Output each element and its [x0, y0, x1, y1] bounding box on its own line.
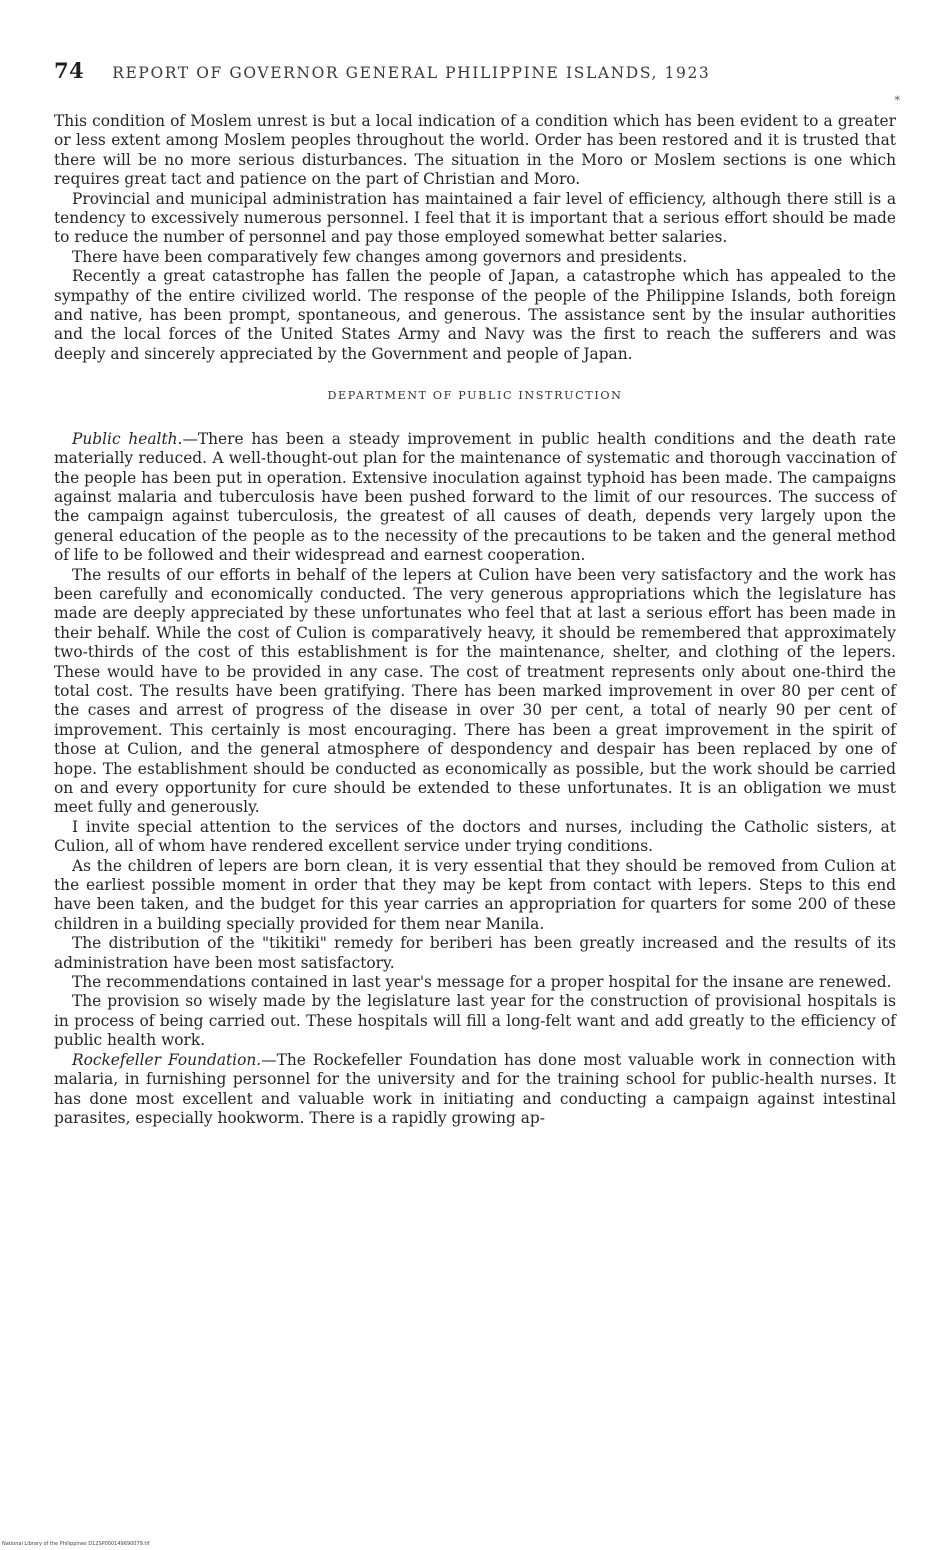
rockefeller-text: —The Rockefeller Foundation has done most valuable work in connection with malaria, in furnishing personnel for the university and for the training school for public-health nurses. It has done most excellent and valuable work in initiating and conducting a campaign against intestinal parasites, especially hookworm. There is a rapidly growing ap- — [54, 1050, 896, 1127]
paragraph-provisional-hospitals: The provision so wisely made by the legislature last year for the construction of provisional hospitals is in process of being carried out. These hospitals will fill a long-felt want and add greatly to the efficiency of public health work. — [54, 992, 896, 1050]
margin-mark: * — [894, 94, 900, 107]
run-in-heading-rockefeller: Rockefeller Foundation. — [72, 1050, 262, 1069]
paragraph-public-health — [54, 430, 896, 566]
public-health-text: —There has been a steady improvement in public health conditions and the death rate materially reduced. A well-thought-out plan for the maintenance of systematic and thorough vaccination of the people has been put in operation. Extensive inoculation against typhoid has been made. The campaigns against malaria and tuberculosis have been pushed forward to the limit of our resources. The success of the campaign against tuberculosis, the greatest of all causes of death, depends very largely upon the general education of the people as to the necessity of the precautions to be taken and the general method of life to be followed and their widespread and earnest cooperation. — [54, 429, 896, 565]
paragraph-tikitiki-remedy: The distribution of the "tikitiki" remedy for beriberi has been greatly increased and the results of its administration have been most satisfactory. — [54, 934, 896, 972]
paragraph-rockefeller-foundation — [54, 1051, 896, 1129]
page-number: 74 — [54, 58, 85, 83]
paragraph-provincial-administration: Provincial and municipal administration has maintained a fair level of efficiency, although there still is a tendency to excessively numerous personnel. I feel that it is important that a serious effort should be made to reduce the number of personnel and pay those employed somewhat better salaries. — [54, 189, 896, 247]
scan-footer-note: National Library of the Philippines D12SP000149690079.tif — [2, 1541, 150, 1547]
section-heading: DEPARTMENT OF PUBLIC INSTRUCTION — [327, 389, 623, 403]
paragraph-japan-catastrophe: Recently a great catastrophe has fallen the people of Japan, a catastrophe which has appealed to the sympathy of the entire civilized world. The response of the people of the Philippine Islands, both foreign and native, has been prompt, spontaneous, and generous. The assistance sent by the insular authorities and the local forces of the United States Army and Navy was the first to reach the sufferers and was deeply and sincerely appreciated by the Government and people of Japan. — [54, 267, 896, 363]
paragraph-moslem-unrest: This condition of Moslem unrest is but a local indication of a condition which has been evident to a greater or less extent among Moslem peoples throughout the world. Order has been restored and it is trusted that there will be no more serious disturbances. The situation in the Moro or Moslem sections is one which requires great tact and patience on the part of Christian and Moro. — [54, 112, 896, 189]
running-head: REPORT OF GOVERNOR GENERAL PHILIPPINE ISLANDS, 1923 — [112, 64, 711, 82]
paragraph-children-of-lepers: As the children of lepers are born clean, it is very essential that they should be removed from Culion at the earliest possible moment in order that they may be kept from contact with lepers. Steps to this end have been taken, and the budget for this year carries an appropriation for quarters for some 200 of these children in a building specially provided for them near Manila. — [54, 856, 896, 933]
run-in-heading-public-health: Public health. — [72, 429, 183, 448]
page-header — [54, 58, 896, 88]
page-content — [54, 58, 900, 1128]
paragraph-doctors-nurses: I invite special attention to the services of the doctors and nurses, including the Catholic sisters, at Culion, all of whom have rendered excellent service under trying conditions. — [54, 817, 896, 856]
body-text — [54, 112, 896, 1128]
paragraph-insane-hospital: The recommendations contained in last year's message for a proper hospital for the insane are renewed. — [72, 973, 892, 992]
paragraph-culion-lepers: The results of our efforts in behalf of the lepers at Culion have been very satisfactory and the work has been carefully and economically conducted. The very generous appropriations which the legislature has made are deeply appreciated by these unfortunates who feel that at last a serious effort has been made in their behalf. While the cost of Culion is comparatively heavy, it should be remembered that approximately two-thirds of the cost of this establishment is for the maintenance, shelter, and clothing of the lepers. These would have to be provided in any case. The cost of treatment represents only about one-third the total cost. The results have been gratifying. There has been marked improvement in over 80 per cent of the cases and arrest of progress of the disease in over 30 per cent, a total of nearly 90 per cent of improvement. This certainly is most encouraging. There has been a great improvement in the spirit of those at Culion, and the general atmosphere of despondency and despair has been replaced by one of hope. The establishment should be conducted as economically as possible, but the work should be carried on and every opportunity for cure should be extended to these unfortunates. It is an obligation we must meet fully and generously. — [54, 565, 896, 817]
paragraph-governors-changes: There have been comparatively few changes among governors and presidents. — [72, 247, 688, 266]
